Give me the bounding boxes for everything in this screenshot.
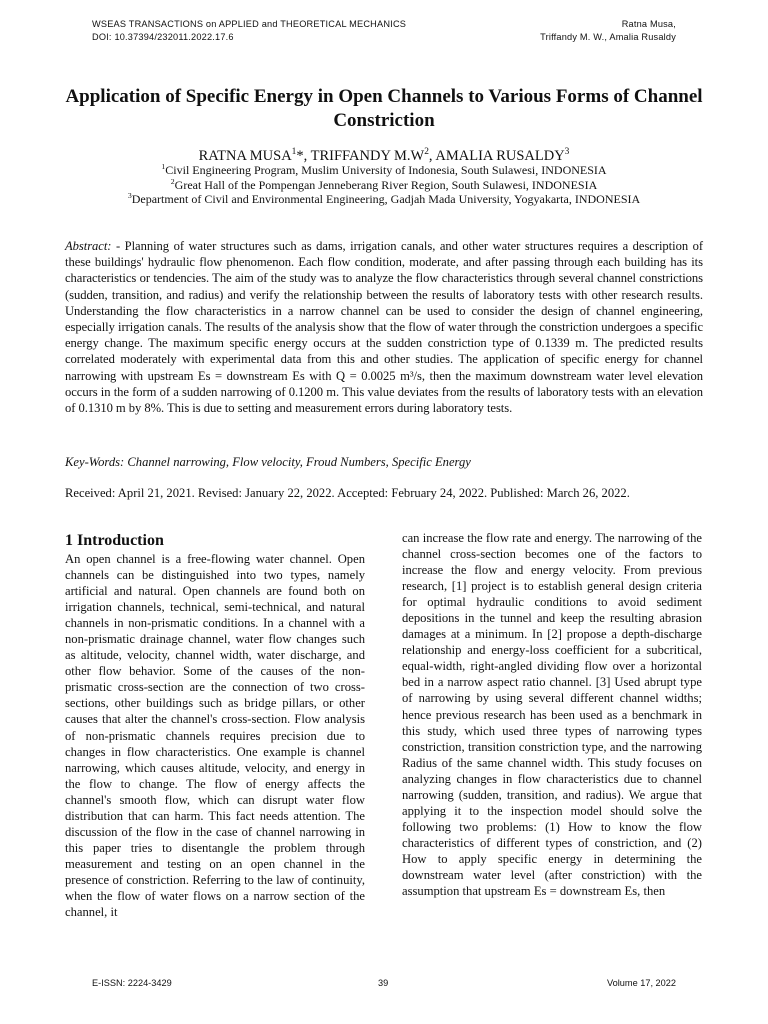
keywords: Key-Words: Channel narrowing, Flow velocity, Froud Numbers, Specific Energy bbox=[65, 455, 471, 469]
footer-issn: E-ISSN: 2224-3429 bbox=[92, 978, 172, 988]
body-column-left bbox=[65, 531, 365, 920]
affiliation-1-text: Civil Engineering Program, Muslim University of Indonesia, South Sulawesi, INDONESIA bbox=[165, 163, 607, 177]
author-3-sup: 3 bbox=[564, 147, 570, 158]
affiliation-2-sup: 2 bbox=[170, 176, 175, 186]
abstract bbox=[65, 238, 703, 416]
affiliation-1 bbox=[60, 163, 708, 178]
author-2-sup: 2 bbox=[424, 147, 429, 158]
header-author-line-1: Ratna Musa, bbox=[621, 19, 676, 29]
author-separator: , bbox=[428, 148, 436, 164]
body-column-right bbox=[402, 530, 702, 899]
intro-paragraph-left: An open channel is a free-flowing water channel. Open channels can be distinguished into two types, namely artificial and natural. Open channels are found both on irrigation channels, technical, semi-technical, and natural channels in non-prismatic conditions. In a channel with a non-prismatic drainage channel, water flow changes such as altitude, velocity, channel width, water discharge, and other flow behavior. Some of the causes of the non-prismatic cross-section are the connection of two cross-sections, other buildings such as bridge pillars, or other causes that alter the channel's cross-section. Flow analysis of non-prismatic channels requires precision due to changes in flow characteristics. One example is channel narrowing, which causes altitude, velocity, and energy in the flow to change. The flow of energy affects the channel's smooth flow, which can disrupt water flow distribution that can harm. This fact needs attention. The discussion of the flow in the case of channel narrowing in this paper tries to disentangle the problem through measurement and testing on an open channel in the presence of constriction. Referring to the law of continuity, when the flow of water flows on a narrow section of the channel, it bbox=[65, 552, 365, 920]
author-3: AMALIA RUSALDY bbox=[435, 148, 565, 164]
footer-page-number: 39 bbox=[378, 978, 389, 988]
running-header-left bbox=[92, 18, 406, 44]
affiliations bbox=[60, 163, 708, 207]
affiliation-2-text: Great Hall of the Pompengan Jenneberang River Region, South Sulawesi, INDONESIA bbox=[174, 177, 598, 192]
doi[interactable]: DOI: 10.37394/232011.2022.17.6 bbox=[92, 32, 234, 42]
intro-paragraph-right: can increase the flow rate and energy. The narrowing of the channel cross-section becomes one of the factors to increase the flow and energy velocity. From previous research, [1] project is to establish general design criteria for optimal hydraulic conditions to avoid sediment depositions in the tunnel and keep the resulting abrasion damages at a minimum. In [2] propose a depth-discharge relationship and energy-loss coefficient for a subcritical, equal-width, right-angled dividing flow over a horizontal bed in a narrow aspect ratio channel. [3] Used abrupt type of narrowing by using several different channel widths; hence previous research has been used as a benchmark in this study, which used three types of narrowing types constriction, transition constriction type, and the narrowing Radius of the same channel width. This study focuses on analyzing changes in flow characteristics due to channel narrowing (sudden, transition, and radius). We argue that applying it to the inspection model should solve the following two problems: (1) How to know the flow characteristics of different types of constriction, and (2) How to apply specific energy in determining the downstream water level (after constriction) with the assumption that upstream Es = downstream Es, then bbox=[402, 531, 702, 899]
paper-title: Application of Specific Energy in Open Channels to Various Forms of Channel Constriction bbox=[65, 86, 703, 131]
author-1: RATNA MUSA bbox=[198, 148, 292, 164]
abstract-text: - Planning of water structures such as dams, irrigation canals, and other water structures requires a description of these buildings' hydraulic flow phenomenon. Each flow condition, moderate, and after passing through each building has its characteristics or tendencies. The aim of the study was to analyze the flow characteristics through several channel constrictions (sudden, transition, and radius) and verify the relationship between the results of laboratory tests with other research results. Understanding the flow characteristics in a narrow channel can be used to consider the design of channel engineering, especially irrigation canals. The results of the analysis show that the flow of water through the constriction undergoes a specific energy change. The maximum specific energy occurs at the sudden constriction type of 0.1339 m. The predicted results correlated moderately with experimental data from this and other studies. The application of specific energy for channel narrowing with upstream Es = downstream Es with Q = 0.0025 m³/s, then the maximum downstream water level elevation occurs in the form of a sudden narrowing of 0.1200 m. This value deviates from the results of laboratory tests with an elevation of 0.1310 m by 8%. This is due to setting and measurement errors during laboratory tests. bbox=[65, 239, 703, 416]
affiliation-1-sup: 1 bbox=[161, 162, 166, 171]
header-author-line-2: Triffandy M. W., Amalia Rusaldy bbox=[540, 32, 676, 42]
author-1-sup: 1 bbox=[291, 147, 297, 158]
author-2: TRIFFANDY M.W bbox=[310, 148, 425, 164]
affiliation-3 bbox=[60, 192, 708, 207]
section-heading-introduction: 1 Introduction bbox=[65, 532, 164, 549]
abstract-label: Abstract: bbox=[65, 239, 112, 253]
publication-dates: Received: April 21, 2021. Revised: January 22, 2022. Accepted: February 24, 2022. Published: March 26, 2022. bbox=[65, 486, 630, 500]
affiliation-2 bbox=[60, 178, 708, 193]
corresponding-mark: *, bbox=[296, 148, 311, 164]
affiliation-3-sup: 3 bbox=[127, 191, 132, 200]
running-header-right bbox=[540, 18, 676, 44]
affiliation-3-text: Department of Civil and Environmental Engineering, Gadjah Mada University, Yogyakarta, INDONESIA bbox=[131, 192, 641, 206]
journal-name: WSEAS TRANSACTIONS on APPLIED and THEORETICAL MECHANICS bbox=[92, 19, 407, 29]
footer-volume: Volume 17, 2022 bbox=[607, 978, 676, 988]
